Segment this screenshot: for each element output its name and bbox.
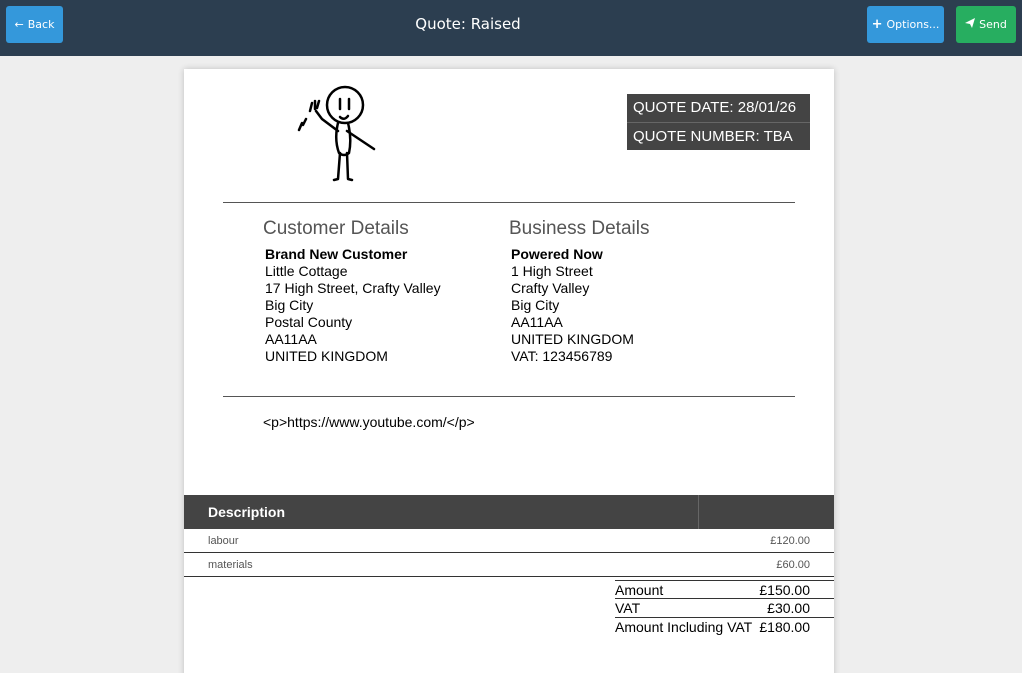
business-vat-number: VAT: 123456789 (511, 348, 613, 364)
total-amount-row (615, 580, 834, 599)
business-address-line: AA11AA (511, 314, 563, 330)
business-address-line: UNITED KINGDOM (511, 331, 634, 347)
customer-address-line: 17 High Street, Crafty Valley (265, 280, 441, 296)
item-description: labour (208, 535, 239, 547)
total-value: £150.00 (759, 582, 810, 598)
quote-number: QUOTE NUMBER: TBA (627, 122, 810, 150)
total-vat-row (615, 599, 834, 618)
customer-details-heading: Customer Details (263, 218, 409, 239)
description-column-header: Description (208, 504, 286, 520)
item-price: £60.00 (776, 559, 810, 571)
quote-date: QUOTE DATE: 28/01/26 (633, 99, 797, 116)
options-button[interactable] (867, 6, 944, 43)
table-row (184, 553, 834, 577)
send-button[interactable] (956, 6, 1016, 43)
quote-document (184, 69, 834, 673)
total-label: Amount (615, 582, 664, 598)
paper-plane-icon (965, 18, 975, 31)
business-address-line: Crafty Valley (511, 280, 590, 296)
table-row (184, 529, 834, 553)
totals-summary (615, 580, 834, 637)
item-price: £120.00 (770, 535, 810, 547)
total-label: VAT (615, 600, 641, 616)
page-title: Quote: Raised (415, 15, 521, 33)
total-value: £180.00 (759, 619, 810, 635)
business-address-line: Big City (511, 297, 560, 313)
options-button-label: Options... (886, 18, 940, 31)
customer-address-line: Little Cottage (265, 263, 348, 279)
items-table-header (184, 495, 834, 529)
business-name: Powered Now (511, 246, 603, 262)
top-bar (0, 0, 1022, 56)
customer-address-line: UNITED KINGDOM (265, 348, 388, 364)
customer-address-line: Big City (265, 297, 314, 313)
back-button-label: Back (27, 18, 55, 31)
total-label: Amount Including VAT (615, 619, 753, 635)
customer-address-line: Postal County (265, 314, 353, 330)
quote-meta-box (627, 94, 810, 150)
quote-note: <p>https://www.youtube.com/</p> (263, 414, 475, 430)
send-button-label: Send (979, 18, 1007, 31)
arrow-left-icon: ← (14, 18, 24, 31)
business-details-heading: Business Details (509, 218, 650, 239)
divider (223, 396, 795, 397)
business-details (509, 218, 649, 365)
item-description: materials (208, 559, 253, 571)
waving-stick-figure-logo (296, 83, 386, 183)
plus-icon: + (871, 17, 883, 32)
total-incl-vat-row (615, 618, 834, 637)
customer-details (263, 218, 441, 365)
customer-name: Brand New Customer (265, 246, 408, 262)
total-value: £30.00 (767, 600, 810, 616)
divider (223, 202, 795, 203)
column-divider (698, 495, 699, 529)
business-address-line: 1 High Street (511, 263, 593, 279)
customer-address-line: AA11AA (265, 331, 317, 347)
